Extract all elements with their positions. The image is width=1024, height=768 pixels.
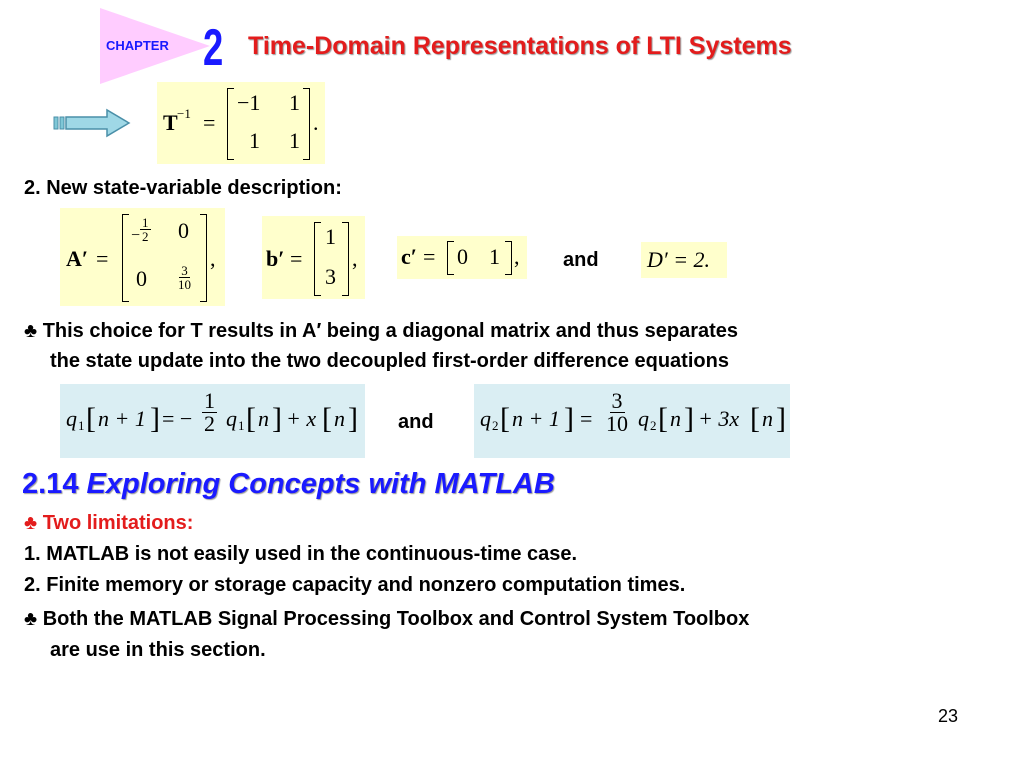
eq1-lbracket3: [ (322, 402, 332, 435)
b-symbol: b′ (266, 246, 285, 271)
eq1-den: 2 (204, 411, 215, 436)
b-v1: 1 (325, 224, 336, 249)
section-214-number: 2.14 (22, 468, 79, 500)
a-m22-num: 3 (181, 263, 188, 278)
limitations-item (24, 508, 193, 538)
bullet2-line2: are use in this section. (50, 639, 266, 661)
eq1-plus: + x (286, 406, 317, 431)
tinv-eq: = (203, 110, 216, 135)
eq2-arg: n + 1 (512, 406, 560, 431)
eq1-q: q (226, 406, 237, 431)
eq2-lhs-sub: 2 (492, 418, 499, 433)
eq1-n: n (258, 406, 269, 431)
bullet-item-2 (24, 604, 749, 634)
page-number: 23 (938, 706, 959, 726)
eq2-lhs: q (480, 406, 491, 431)
club-icon: ♣ (24, 512, 38, 534)
difference-equation-1 (60, 384, 365, 458)
b-eq: = (290, 246, 303, 271)
chapter-label: CHAPTER (106, 38, 169, 53)
section-214-title: Exploring Concepts with MATLAB (86, 468, 555, 500)
c-vector-equation (397, 236, 527, 279)
c-eq: = (423, 244, 436, 269)
and-label-2: and (398, 411, 434, 433)
c-symbol: c′ (401, 244, 417, 269)
eq2-q-sub: 2 (650, 418, 657, 433)
a-matrix-equation (60, 208, 225, 306)
bullet-item (24, 316, 738, 346)
eq1-rbracket2: ] (272, 402, 282, 435)
d-text: D′ = 2. (647, 247, 711, 272)
eq1-arg: n + 1 (98, 406, 146, 431)
a-m11-fraction (140, 216, 151, 243)
tinv-sup: −1 (177, 106, 191, 121)
eq2-rbracket2: ] (684, 402, 694, 435)
eq1-lhs-sub: 1 (78, 418, 85, 433)
eq2-xn: n (762, 406, 773, 431)
d-equation (641, 242, 727, 278)
tinv-m21: 1 (249, 128, 260, 153)
eq2-q: q (638, 406, 649, 431)
bullet1-line1: This choice for T results in A′ being a diagonal matrix and thus separates (42, 320, 739, 342)
eq1-lbracket: [ (86, 402, 96, 435)
eq2-rbracket: ] (564, 402, 574, 435)
a-m11-sign: − (131, 227, 141, 244)
eq2-lbracket3: [ (750, 402, 760, 435)
item-1: 1. MATLAB is not easily used in the continuous-time case. (24, 543, 578, 565)
bullet2-line1: Both the MATLAB Signal Processing Toolbox and Control System Toolbox (42, 608, 750, 630)
tinv-symbol: T (163, 110, 178, 135)
a-m12: 0 (178, 218, 189, 243)
b-end: , (352, 246, 358, 271)
eq1-q-sub: 1 (238, 418, 245, 433)
a-m22-den: 10 (178, 277, 191, 292)
eq2-n: n (670, 406, 681, 431)
tinv-m22: 1 (289, 128, 300, 153)
limitations-label: Two limitations: (42, 512, 194, 534)
c-end: , (514, 244, 520, 269)
a-m11-num: 1 (142, 215, 149, 230)
eq1-num: 1 (204, 388, 215, 413)
section-heading: 2. New state-variable description: (24, 177, 342, 199)
eq1-rbracket3: ] (348, 402, 358, 435)
eq2-lbracket: [ (500, 402, 510, 435)
eq1-rbracket: ] (150, 402, 160, 435)
difference-equation-2 (474, 384, 790, 458)
right-arrow-icon (53, 108, 131, 143)
a-m22-fraction (176, 264, 193, 291)
tinv-end: . (313, 110, 319, 135)
item-2: 2. Finite memory or storage capacity and nonzero computation times. (24, 574, 686, 596)
b-v2: 3 (325, 264, 336, 289)
club-icon: ♣ (24, 320, 38, 342)
eq2-lbracket2: [ (658, 402, 668, 435)
and-label-1: and (563, 249, 599, 271)
eq1-lbracket2: [ (246, 402, 256, 435)
eq2-rbracket3: ] (776, 402, 786, 435)
section-214-heading (22, 468, 555, 501)
eq2-num: 3 (611, 388, 623, 413)
club-icon: ♣ (24, 608, 38, 630)
b-vector-equation (262, 216, 365, 299)
eq1-eq: = − (162, 406, 193, 431)
tinv-m11: −1 (237, 90, 261, 115)
eq2-eq: = (580, 406, 593, 431)
a-m21: 0 (136, 266, 147, 291)
c-v2: 1 (489, 244, 500, 269)
eq2-plus: + 3x (698, 406, 740, 431)
eq1-xn: n (334, 406, 345, 431)
a-symbol: A′ (66, 246, 89, 271)
tinv-m12: 1 (289, 90, 300, 115)
eq2-fraction (604, 390, 630, 435)
eq2-den: 10 (606, 411, 628, 436)
tinv-equation (157, 82, 325, 164)
bullet1-line2: the state update into the two decoupled first-order difference equations (50, 350, 729, 372)
a-m11-den: 2 (142, 229, 149, 244)
c-v1: 0 (457, 244, 468, 269)
a-eq: = (96, 246, 109, 271)
a-end: , (210, 246, 216, 271)
eq1-fraction (202, 390, 217, 435)
eq1-lhs: q (66, 406, 77, 431)
chapter-number: 2 (203, 19, 224, 77)
page-title: Time-Domain Representations of LTI Systems (248, 32, 792, 60)
